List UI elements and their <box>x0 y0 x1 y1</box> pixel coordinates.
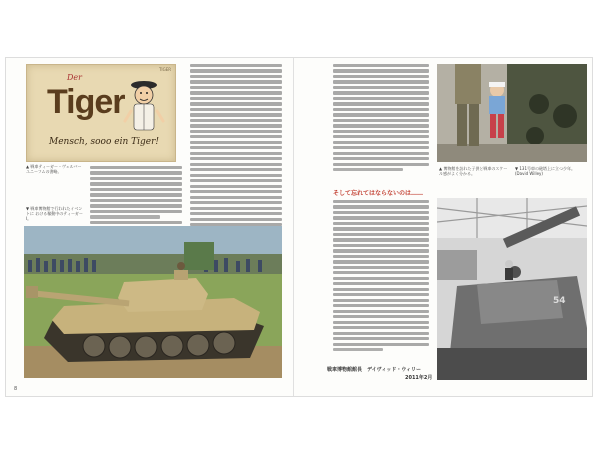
right-page <box>297 58 592 396</box>
top-photo-caption: ▲ 博物館を訪れた子供と戦車のスケール感がよく分かる。 <box>439 166 508 176</box>
signature-date: 2011年2月 <box>405 375 433 381</box>
tiger-logo-card <box>26 64 176 162</box>
logo-prefix: Der <box>67 73 82 82</box>
bottom-photo-caption: ▼ 131号車の砲塔上に立つ少年。(David Willey) <box>515 166 575 176</box>
logo-caption: ▲ 戦車ティーガー・ヴェルバー ユニーフムの書略。 <box>26 164 82 174</box>
tiger-tank-photo <box>24 226 282 378</box>
book-spread <box>6 58 592 396</box>
right-body-text-intro <box>333 64 429 174</box>
boy-on-turret-photo <box>437 198 587 380</box>
page-number: 8 <box>14 386 18 392</box>
turret-number: 54 <box>553 296 566 306</box>
section-heading: そして忘れてはならないのは…… <box>333 190 424 197</box>
left-page <box>6 58 294 396</box>
child-with-tank-photo <box>437 64 587 162</box>
logo-title: Tiger <box>47 83 125 121</box>
logo-slogan: Mensch, sooo ein Tiger! <box>49 137 159 147</box>
tank-photo-caption: ▼ 戦車博物館で行われたイベントに おける稼動中のティーガーI。 <box>26 206 83 221</box>
logo-tag: TIGER <box>158 67 171 72</box>
cartoon-tankman-icon <box>121 71 167 137</box>
left-body-text-col2 <box>190 64 282 240</box>
right-body-text-main <box>333 200 429 354</box>
author-signature: 戦車博物館館長 デイヴィッド・ウィリー <box>327 367 422 373</box>
